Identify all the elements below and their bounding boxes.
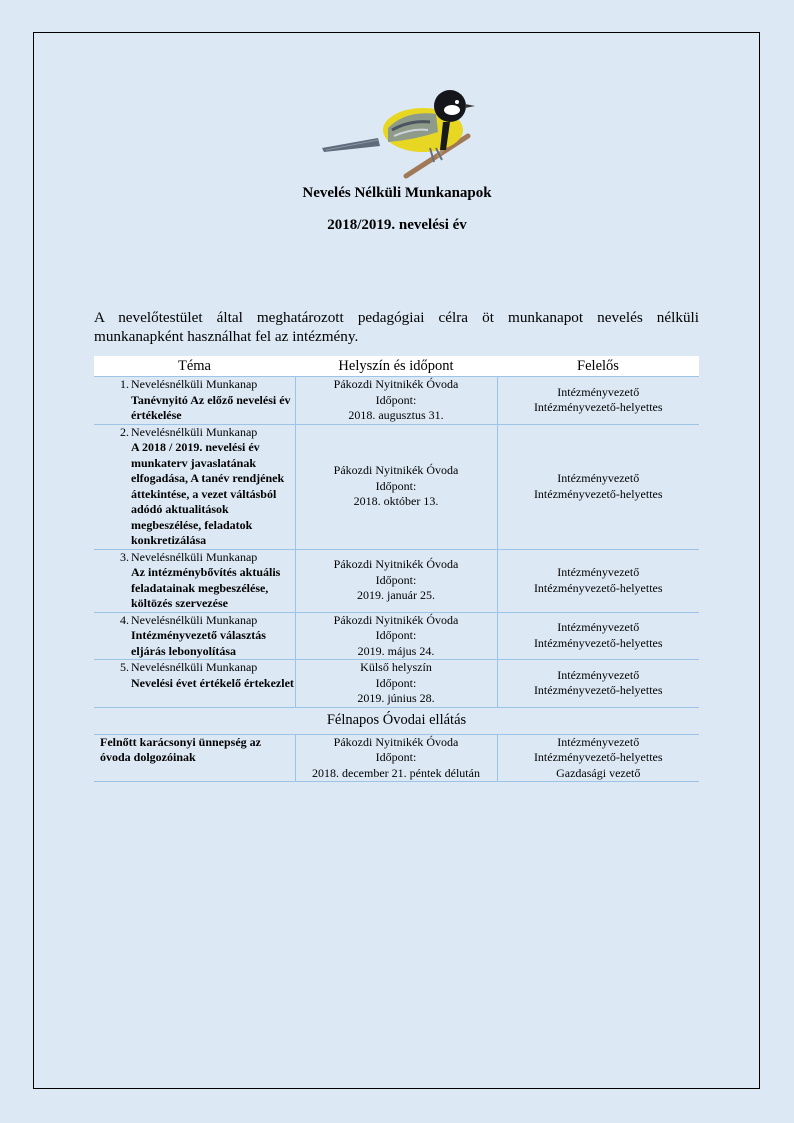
row-resp-2: Intézményvezető-helyettes: [533, 683, 663, 698]
row-resp-1: Intézményvezető: [557, 667, 640, 682]
row-time-label: Időpont:: [375, 478, 417, 493]
header-topic: Téma: [94, 356, 295, 377]
row-type: Nevelésnélküli Munkanap: [131, 612, 258, 627]
place-time-cell: [295, 660, 497, 708]
place-time-cell: [295, 734, 497, 782]
table-row: [94, 612, 699, 660]
row-place: Külső helyszín: [360, 660, 432, 674]
row-resp-1: Intézményvezető: [557, 565, 640, 579]
row-number: 5.: [120, 660, 129, 674]
row-resp-1: Intézményvezető: [557, 471, 640, 485]
table-row: [94, 377, 699, 425]
row-resp-1: Intézményvezető: [557, 384, 640, 399]
responsible-cell: [497, 734, 699, 782]
row-topic: A 2018 / 2019. nevelési év munkaterv javaslatának elfogadása, A tanév rendjének áttekintése, a vezet váltásból adódó aktualitások megbeszélése, feladatok konkretizálása: [131, 440, 285, 547]
row-time-label: Időpont:: [375, 572, 417, 587]
row-number: 3.: [120, 549, 129, 564]
row-topic: Nevelési évet értékelő értekezlet: [131, 675, 294, 690]
place-time-cell: [295, 612, 497, 660]
place-time-cell: [295, 424, 497, 549]
event-resp-2: Intézményvezető-helyettes: [533, 750, 663, 764]
table-row: [94, 660, 699, 708]
row-resp-2: Intézményvezető-helyettes: [533, 486, 663, 501]
row-date: 2019. június 28.: [357, 691, 435, 705]
responsible-cell: [497, 612, 699, 660]
responsible-cell: [497, 377, 699, 425]
place-time-cell: [295, 549, 497, 612]
event-resp-1: Intézményvezető: [557, 734, 640, 749]
schedule-table: [94, 356, 699, 782]
row-type: Nevelésnélküli Munkanap: [131, 377, 258, 391]
table-row: [94, 734, 699, 782]
event-resp-3: Gazdasági vezető: [556, 765, 641, 780]
topic-cell: [94, 549, 295, 612]
row-date: 2018. augusztus 31.: [348, 408, 444, 422]
event-date: 2018. december 21. péntek délután: [312, 765, 480, 780]
header-place-time: Helyszín és időpont: [295, 356, 497, 377]
row-resp-2: Intézményvezető-helyettes: [533, 635, 663, 650]
great-tit-bird-illustration: [318, 88, 478, 180]
row-number: 2.: [120, 424, 129, 439]
document-subtitle: 2018/2019. nevelési év: [327, 217, 467, 233]
row-type: Nevelésnélküli Munkanap: [131, 549, 258, 564]
row-topic: Tanévnyitó Az előző nevelési év értékelése: [131, 392, 291, 422]
row-type: Nevelésnélküli Munkanap: [131, 660, 258, 674]
row-date: 2019. január 25.: [357, 588, 435, 603]
row-time-label: Időpont:: [375, 392, 417, 407]
table-row: [94, 549, 699, 612]
row-place: Pákozdi Nyitnikék Óvoda: [333, 463, 459, 478]
event-time-label: Időpont:: [375, 750, 417, 764]
row-number: 4.: [120, 612, 129, 627]
event-topic: Felnőtt karácsonyi ünnepség az óvoda dolgozóinak: [100, 734, 262, 764]
topic-cell: [94, 612, 295, 660]
responsible-cell: [497, 660, 699, 708]
event-place: Pákozdi Nyitnikék Óvoda: [333, 734, 459, 749]
topic-cell: [94, 734, 295, 782]
row-topic: Intézményvezető választás eljárás lebonyolítása: [131, 628, 266, 658]
place-time-cell: [295, 377, 497, 425]
table-row: [94, 424, 699, 549]
row-resp-1: Intézményvezető: [557, 620, 640, 635]
row-resp-2: Intézményvezető-helyettes: [533, 580, 663, 595]
row-place: Pákozdi Nyitnikék Óvoda: [333, 612, 459, 627]
intro-paragraph: A nevelőtestület által meghatározott pedagógiai célra öt munkanapot nevelés nélküli munkanapként használhat fel az intézmény.: [94, 309, 699, 345]
row-date: 2019. május 24.: [357, 643, 435, 658]
responsible-cell: [497, 549, 699, 612]
topic-cell: [94, 377, 295, 425]
row-time-label: Időpont:: [375, 628, 417, 642]
row-topic: Az intézménybővítés aktuális feladatainak megbeszélése, költözés szervezése: [131, 565, 281, 610]
row-date: 2018. október 13.: [353, 494, 439, 509]
topic-cell: [94, 660, 295, 708]
section-title: Félnapos Óvodai ellátás: [94, 707, 699, 734]
document-title: Nevelés Nélküli Munkanapok: [302, 185, 492, 201]
row-number: 1.: [120, 377, 129, 391]
row-type: Nevelésnélküli Munkanap: [131, 424, 258, 439]
row-time-label: Időpont:: [375, 675, 417, 690]
responsible-cell: [497, 424, 699, 549]
row-resp-2: Intézményvezető-helyettes: [533, 400, 663, 415]
row-place: Pákozdi Nyitnikék Óvoda: [333, 557, 459, 572]
table-header-row: [94, 356, 699, 377]
section-row: [94, 707, 699, 734]
header-responsible: Felelős: [497, 356, 699, 377]
row-place: Pákozdi Nyitnikék Óvoda: [333, 377, 459, 391]
topic-cell: [94, 424, 295, 549]
